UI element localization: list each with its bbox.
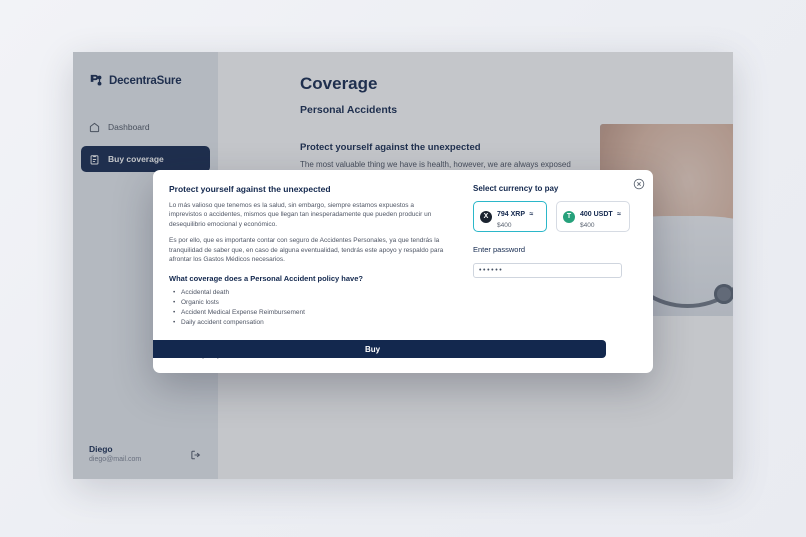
currency-ticker: 400 USDT [580,211,613,218]
sidebar-item-label: Buy coverage [108,154,164,164]
currency-amount: $400 [497,222,512,229]
modal-paragraph: Es por ello, que es importante contar con seguro de Accidentes Personales, ya que tendrás la tranquilidad de saber que, en caso de alguna eventualidad, tendrás este apoyo y respaldo para afrontar los Gastos Médicos necesarios. [169,237,444,264]
list-item: • Organic losts [181,298,457,308]
currency-options [473,201,637,232]
sidebar-item-label: Dashboard [108,122,150,132]
coverage-heading: What coverage does a Personal Accident policy have? [169,274,363,284]
page-title: Coverage [300,74,378,93]
currency-approx: ≈ [529,211,534,218]
coin-badge-letter: X [483,213,489,220]
xrp-coin-icon [480,211,492,223]
currency-option-usdt[interactable] [556,201,630,232]
coin-badge-letter: T [566,213,572,220]
currency-ticker: 794 XRP [497,211,526,218]
coverage-list [169,288,457,328]
currency-option-text [497,203,533,230]
currency-amount: $400 [580,222,595,229]
page-subtitle: Personal Accidents [300,104,398,116]
modal-paragraph: Lo más valioso que tenemos es la salud, sin embargo, siempre estamos expuestos a imprevistos o accidentes, mismos que llegan tan inesperadamente que pueden producir un desequilibrio emocional y económico. [169,202,432,228]
password-label: Enter password [473,245,526,254]
currency-option-xrp[interactable] [473,201,547,232]
user-name: Diego [89,444,113,454]
list-item: • Accident Medical Expense Reimbursement [181,308,457,318]
list-item: • Daily accident compensation [181,318,457,328]
list-item: • Accidental death [181,288,457,298]
currency-label: Select currency to pay [473,184,559,193]
promo-text: The most valuable thing we have is health, however, we are always exposed [300,160,571,169]
modal-heading: Protect yourself against the unexpected [169,184,331,194]
password-input[interactable] [473,263,622,278]
usdt-coin-icon [563,211,575,223]
brand-name: DecentraSure [109,75,182,87]
currency-approx: ≈ [617,211,621,218]
promo-title: Protect yourself against the unexpected [300,142,481,153]
modal-right-panel [364,170,653,373]
currency-option-text [580,203,621,230]
purchase-modal [153,170,653,373]
user-email: diego@mail.com [89,456,142,463]
buy-button[interactable]: Buy [153,340,606,358]
